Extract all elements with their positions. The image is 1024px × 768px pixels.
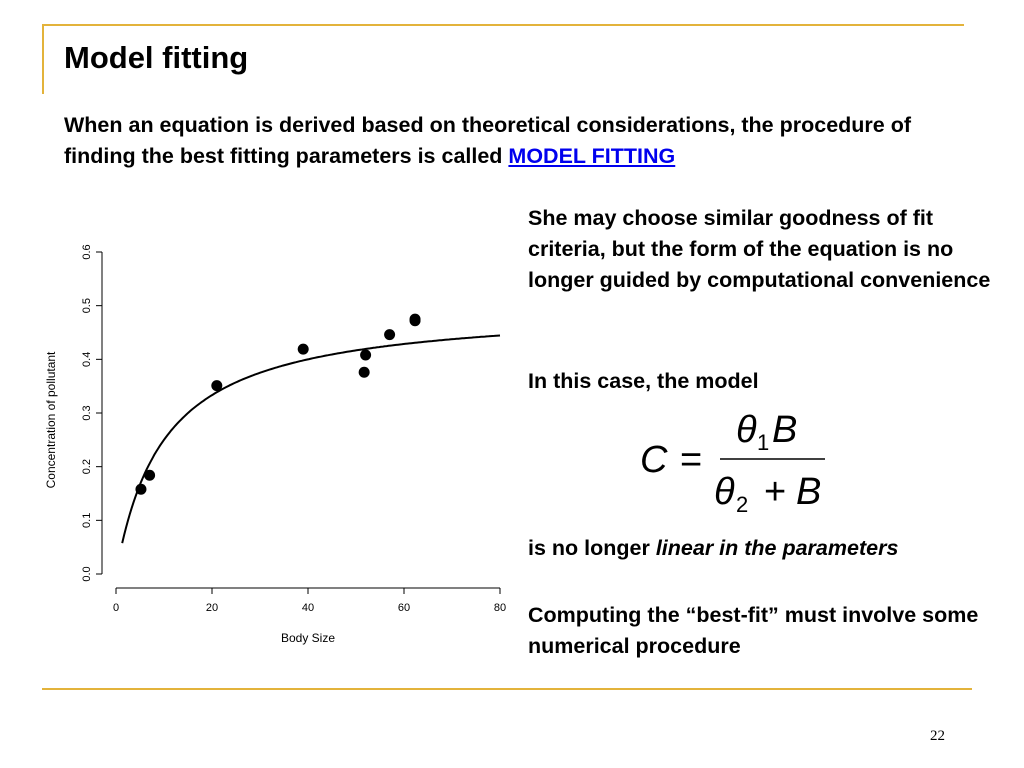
data-point (298, 344, 309, 355)
model-equation (600, 400, 860, 520)
scatter-chart (30, 235, 510, 655)
data-points (135, 314, 420, 495)
page-number: 22 (930, 728, 945, 744)
data-point (384, 329, 395, 340)
numerator-subscript: 1 (757, 430, 770, 455)
y-tick-label: 0.1 (81, 512, 93, 528)
y-axis-label: Concentration of pollutant (44, 351, 58, 489)
paragraph-numerical: Computing the “best-fit” must involve some numerical procedure (528, 603, 979, 658)
denominator-variable: B (796, 471, 822, 513)
paragraph-model-intro: In this case, the model (528, 369, 759, 393)
nonlinear-prefix: is no longer (528, 536, 656, 560)
numerator-theta: θ (736, 409, 757, 451)
x-tick-label: 60 (397, 602, 411, 614)
data-point (211, 380, 222, 391)
denominator-subscript: 2 (736, 492, 749, 517)
y-tick-label: 0.0 (81, 566, 93, 582)
x-tick-label: 40 (301, 602, 315, 614)
left-rule (42, 24, 44, 94)
y-tick-label: 0.6 (81, 244, 93, 260)
equation-lhs: C (640, 439, 668, 481)
equation-equals: = (680, 439, 703, 481)
x-tick-label: 20 (205, 602, 219, 614)
data-point (360, 350, 371, 361)
y-tick-label: 0.5 (81, 298, 93, 314)
model-fitting-link[interactable]: MODEL FITTING (508, 144, 676, 168)
slide-title: Model fitting (64, 40, 249, 75)
x-axis-label: Body Size (280, 631, 336, 645)
numerator-variable: B (772, 409, 798, 451)
denominator-theta: θ (714, 471, 735, 513)
nonlinear-emphasis: linear in the parameters (655, 536, 899, 560)
data-point (135, 484, 146, 495)
x-tick-label: 0 (112, 602, 120, 614)
top-rule (42, 24, 964, 26)
data-point (144, 470, 155, 481)
data-point (410, 314, 421, 325)
chart-axes (81, 244, 506, 614)
paragraph-goodness-of-fit: She may choose similar goodness of fit criteria, but the form of the equation is no longer guided by computational convenience (528, 206, 991, 292)
y-tick-label: 0.2 (81, 459, 93, 475)
x-tick-label: 80 (493, 602, 507, 614)
denominator-operator: + (764, 471, 787, 513)
bottom-rule (42, 688, 972, 690)
paragraph-nonlinear (528, 533, 998, 564)
y-tick-label: 0.3 (81, 405, 93, 421)
fit-curve (122, 336, 500, 544)
y-tick-label: 0.4 (81, 351, 93, 367)
data-point (359, 367, 370, 378)
intro-text: When an equation is derived based on theoretical considerations, the procedure of finding the best fitting parameters is called (64, 113, 912, 168)
intro-paragraph (64, 110, 974, 172)
